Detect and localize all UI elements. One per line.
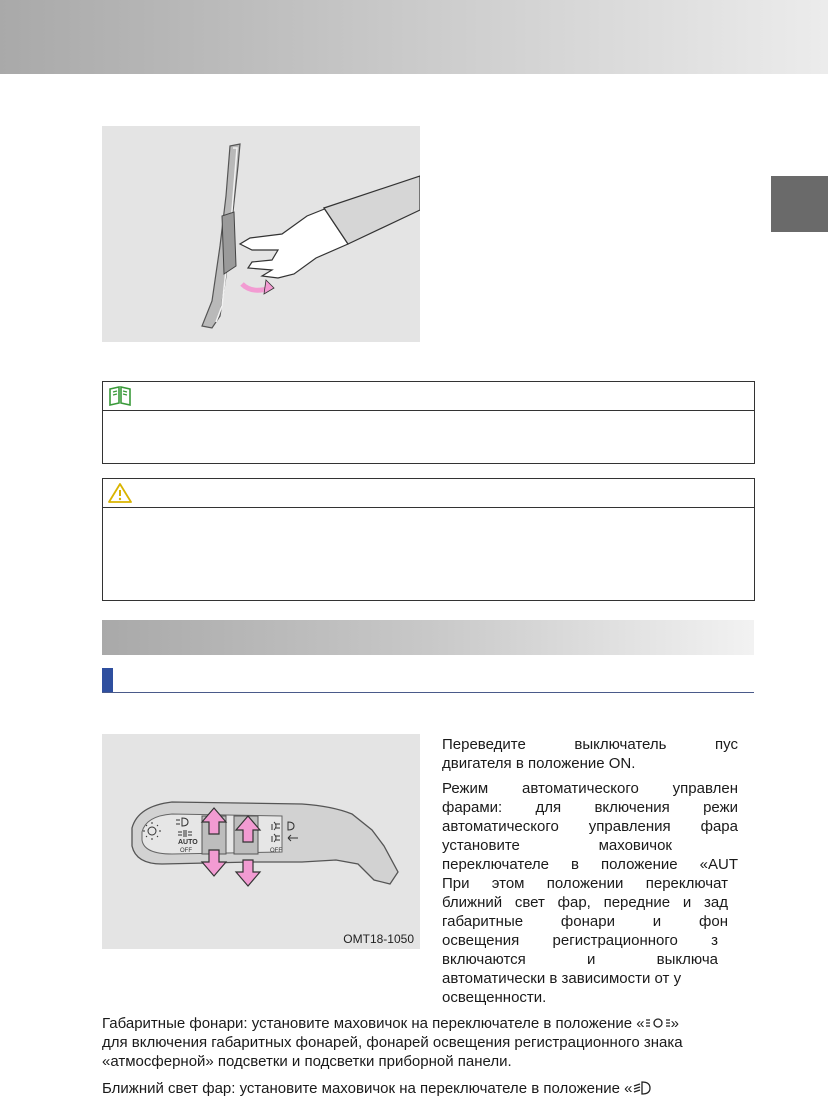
paragraph-2-line-7: ближний свет фар, передние и зад [442,894,728,911]
notice-box [102,381,755,464]
paragraph-2-line-9: освещения регистрационного з [442,932,718,949]
paragraph-1-line-1: Переведите выключатель пус [442,736,738,753]
subsection-heading [102,668,754,693]
low-beam-icon [632,1080,652,1096]
paragraph-2-line-10: включаются и выключа [442,951,718,968]
book-icon [108,386,132,406]
paragraph-3-text-after: » [670,1015,679,1032]
paragraph-3-line-1 [102,1014,754,1033]
paragraph-1-line-2: двигателя в положение ON. [442,755,636,772]
warning-triangle-icon [108,483,132,503]
lever-label-off-right: OFF [270,848,282,854]
steering-adjust-figure [102,126,420,342]
paragraph-3-line-2: для включения габаритных фонарей, фонарей освещения регистрационного знака [102,1034,683,1051]
paragraph-4-line-1 [102,1079,754,1098]
steering-adjust-drawing [102,126,420,342]
paragraph-3-line-3: «атмосферной» подсветки и подсветки приборной панели. [102,1053,512,1070]
warning-header [103,479,754,508]
light-switch-figure [102,734,420,949]
lever-label-off-left: OFF [180,848,192,854]
paragraph-2-line-8: габаритные фонари и фон [442,913,728,930]
paragraph-4-text-before: Ближний свет фар: установите маховичок на переключателе в положение « [102,1080,633,1097]
light-switch-drawing [102,734,420,949]
paragraph-2-line-4: установите маховичок [442,837,672,854]
paragraph-2-line-3: автоматического управления фара [442,818,738,835]
paragraph-2-line-12: освещенности. [442,989,547,1006]
paragraph-2-line-1: Режим автоматического управлен [442,780,738,797]
paragraph-2-line-2: фарами: для включения режи [442,799,738,816]
arrow-down-right [236,860,260,886]
header-band [0,0,828,74]
paragraph-2-line-11: автоматически в зависимости от у [442,970,682,987]
figure-code: OMT18-1050 [343,932,414,946]
parking-lights-icon [645,1015,671,1031]
paragraph-2-line-6: При этом положении переключат [442,875,728,892]
lever-label-auto: AUTO [178,839,198,846]
paragraph-2-line-5: переключателе в положение «AUT [442,856,738,873]
paragraph-3-text-before: Габаритные фонари: установите маховичок на переключателе в положение « [102,1015,645,1032]
warning-box [102,478,755,601]
section-heading-bar [102,620,754,655]
notice-header [103,382,754,411]
chapter-tab [771,176,828,232]
subsection-marker [102,668,113,692]
